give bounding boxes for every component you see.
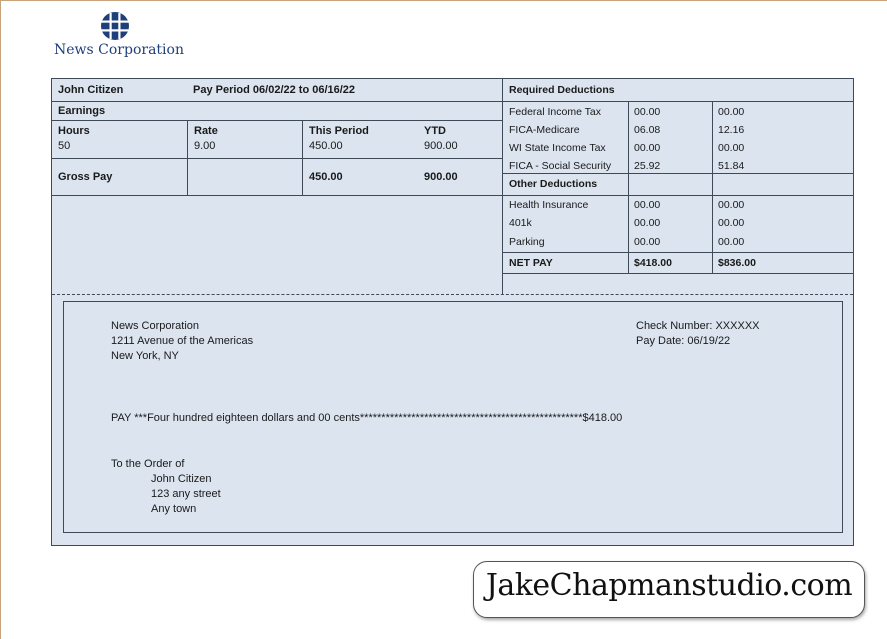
- deduction-label: Parking: [509, 236, 545, 248]
- other-deductions-heading: Other Deductions: [509, 178, 598, 190]
- deduction-current: 06.08: [634, 124, 661, 136]
- rate-value: 9.00: [194, 140, 216, 152]
- check-address-line1: 1211 Avenue of the Americas: [111, 335, 254, 347]
- globe-icon: [98, 11, 132, 41]
- deduction-label: FICA - Social Security: [509, 160, 612, 172]
- check: [63, 301, 843, 533]
- employee-name: John Citizen: [58, 84, 124, 96]
- deduction-label: Federal Income Tax: [509, 106, 602, 118]
- this-period-header: This Period: [309, 125, 369, 137]
- gross-pay-this-period: 450.00: [309, 171, 343, 183]
- hours-value: 50: [58, 140, 71, 152]
- pay-date: Pay Date: 06/19/22: [636, 335, 731, 347]
- ytd-header: YTD: [424, 125, 446, 137]
- watermark-text: JakeChapmanstudio.com: [485, 568, 853, 603]
- deduction-ytd: 00.00: [718, 142, 745, 154]
- deduction-ytd: 00.00: [718, 236, 745, 248]
- deduction-ytd: 00.00: [718, 199, 745, 211]
- rate-header: Rate: [194, 125, 218, 137]
- to-the-order-of: To the Order of: [111, 458, 185, 470]
- ytd-value: 900.00: [424, 140, 458, 152]
- earnings-heading: Earnings: [58, 105, 106, 117]
- company-logo: [53, 9, 193, 61]
- hours-header: Hours: [58, 125, 90, 137]
- pay-period: Pay Period 06/02/22 to 06/16/22: [193, 84, 356, 96]
- deduction-current: 00.00: [634, 217, 661, 229]
- deduction-label: FICA-Medicare: [509, 124, 580, 136]
- deduction-label: Health Insurance: [509, 199, 589, 211]
- deduction-ytd: 00.00: [718, 106, 745, 118]
- required-deductions-heading: Required Deductions: [509, 84, 615, 96]
- gross-pay-ytd: 900.00: [424, 171, 458, 183]
- gross-pay-label: Gross Pay: [58, 171, 113, 183]
- net-pay-current: $418.00: [634, 257, 672, 269]
- deduction-current: 00.00: [634, 142, 661, 154]
- check-company-name: News Corporation: [111, 320, 200, 332]
- pay-amount-line: PAY ***Four hundred eighteen dollars and 00 cents****************************************************$418.00: [111, 412, 623, 424]
- deduction-current: 00.00: [634, 199, 661, 211]
- deduction-label: 401k: [509, 217, 532, 229]
- payee-street: 123 any street: [151, 488, 221, 500]
- payee-town: Any town: [151, 503, 197, 515]
- net-pay-ytd: $836.00: [718, 257, 756, 269]
- deduction-ytd: 51.84: [718, 160, 745, 172]
- deduction-ytd: 00.00: [718, 217, 745, 229]
- logo-text: News Corporation: [54, 42, 184, 58]
- deduction-current: 00.00: [634, 106, 661, 118]
- deduction-label: WI State Income Tax: [509, 142, 606, 154]
- payee-name: John Citizen: [151, 473, 212, 485]
- deduction-ytd: 12.16: [718, 124, 745, 136]
- check-number: Check Number: XXXXXX: [636, 320, 760, 332]
- check-address-line2: New York, NY: [111, 350, 179, 362]
- this-period-value: 450.00: [309, 140, 343, 152]
- deduction-current: 25.92: [634, 160, 661, 172]
- net-pay-label: NET PAY: [509, 257, 553, 269]
- deduction-current: 00.00: [634, 236, 661, 248]
- pay-stub: [51, 78, 854, 546]
- tear-line: [52, 294, 853, 295]
- watermark-badge: [473, 561, 865, 618]
